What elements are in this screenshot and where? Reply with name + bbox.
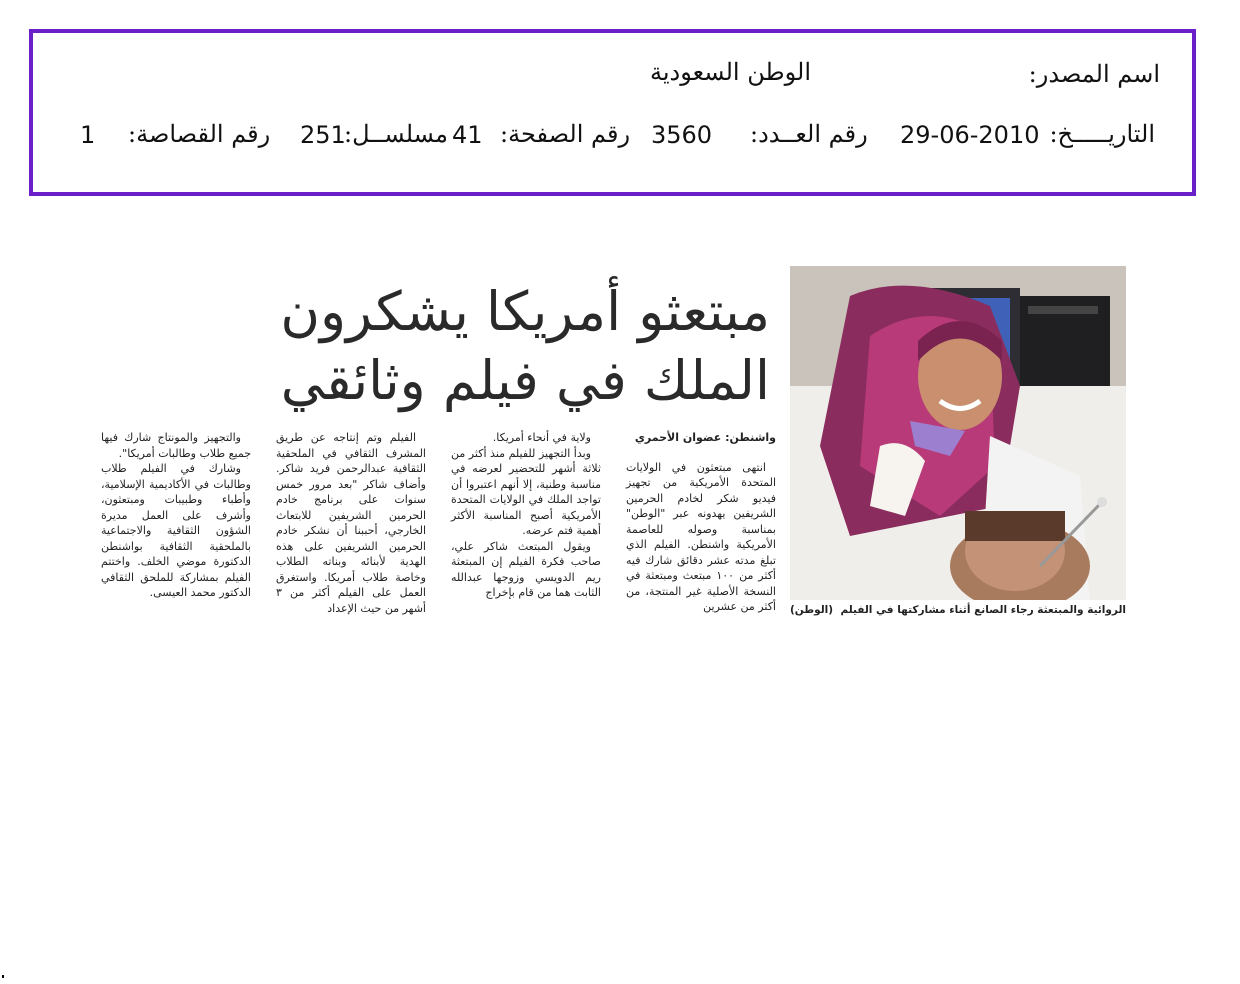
date-value: 29-06-2010 bbox=[900, 121, 1040, 149]
column-3-paragraph-1: الفيلم وتم إنتاجه عن طريق المشرف الثقافي في الملحقية الثقافية عبدالرحمن فريد شاكر. وأضاف شاكر "بعد مرور خمس سنوات على برنامج خادم الحرمين الشريفين للابتعاث الخارجي، أحببنا أن نشكر خادم الحرمين الشريفين على هذه الهدية لأبنائه وبناته الطلاب وخاصة طلاب أمريكا. واستغرق العمل على الفيلم أكثر من ٣ أشهر من حيث الإعداد bbox=[276, 431, 426, 615]
article-column-4 bbox=[101, 430, 251, 601]
clip-label: رقم القصاصة: bbox=[128, 120, 271, 148]
article-column-2 bbox=[451, 430, 601, 601]
issue-value: 3560 bbox=[651, 121, 713, 149]
serial-label: مسلســل: bbox=[344, 120, 448, 148]
source-value: الوطن السعودية bbox=[650, 58, 811, 86]
clipping-info-frame bbox=[29, 29, 1196, 196]
column-4-paragraph-1: والتجهيز والمونتاج شارك فيها جميع طلاب وطالبات أمريكا". bbox=[101, 431, 251, 460]
photo-credit: (الوطن) bbox=[790, 604, 834, 616]
date-label: التاريـــــخ: bbox=[1049, 120, 1155, 148]
photo-caption: الروائية والمبتعثة رجاء الصانع أثناء مشاركتها في الفيلم bbox=[840, 604, 1126, 616]
article-column-3 bbox=[276, 430, 426, 616]
page-label: رقم الصفحة: bbox=[500, 120, 631, 148]
column-2-paragraph-1: ولاية في أنحاء أمريكا. bbox=[492, 431, 591, 444]
column-1-paragraph-1: انتهى مبتعثون في الولايات المتحدة الأمريكية من تجهيز فيديو شكر لخادم الحرمين الشريفين يهدونه عبر "الوطن" بمناسبة وصوله للعاصمة الأمريكية واشنطن. الفيلم الذي تبلغ مدته عشر دقائق شارك فيه أكثر من ١٠٠ مبتعث ومبتعثة في النسخة الأصلية غير المنتجة، من أكثر من عشرين bbox=[626, 460, 776, 613]
source-label: اسم المصدر: bbox=[1028, 60, 1160, 88]
article-column-1 bbox=[626, 430, 776, 615]
column-2-paragraph-3: ويقول المبتعث شاكر علي، صاحب فكرة الفيلم إن المبتعثة ريم الدويسي وزوجها عبدالله الثابت هما من قام بإخراج bbox=[451, 539, 601, 599]
article-headline-line-2: الملك في فيلم وثائقي bbox=[280, 349, 770, 412]
dentist-photo-illustration bbox=[790, 266, 1126, 600]
scan-mark bbox=[2, 975, 4, 978]
clip-value: 1 bbox=[80, 121, 96, 149]
article-photo bbox=[790, 266, 1126, 600]
issue-label: رقم العــدد: bbox=[750, 120, 868, 148]
column-2-paragraph-2: وبدأ التجهيز للفيلم منذ أكثر من ثلاثة أشهر للتحضير لعرضه في مناسبة وطنية، إلا أنهم اعتبروا أن تواجد الملك في الولايات المتحدة الأمريكية أصبح المناسبة الأكثر أهمية فتم عرضه. bbox=[451, 446, 601, 537]
column-4-paragraph-2: وشارك في الفيلم طلاب وطالبات في الأكاديمية الإسلامية، وأطباء وطبيبات ومبتعثون، وأشرف على العمل مديرة الشؤون الثقافية والاجتماعية بالملحقية الثقافية بواشنطن الدكتورة موضي الخلف. واختتم الفيلم بمشاركة للملحق الثقافي الدكتور محمد العيسى. bbox=[101, 462, 251, 599]
serial-value: 251 bbox=[300, 121, 346, 149]
article-headline-line-1: مبتعثو أمريكا يشكرون bbox=[280, 280, 770, 343]
article-byline: واشنطن: عضوان الأحمري bbox=[634, 431, 776, 444]
page-value: 41 bbox=[452, 121, 483, 149]
